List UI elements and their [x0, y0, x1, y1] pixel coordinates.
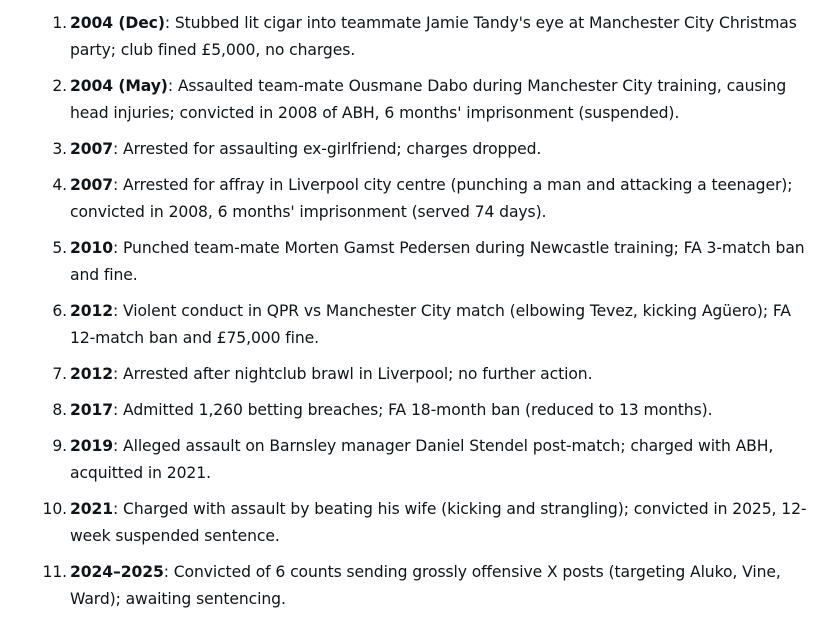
list-item — [0, 397, 835, 424]
item-year: 2019 — [70, 437, 114, 455]
item-number: 2. — [52, 77, 67, 95]
item-text: : Convicted of 6 counts sending grossly offensive X posts (targeting Aluko, Vine, Ward); awaiting sentencing. — [70, 563, 781, 608]
item-year: 2004 (May) — [70, 77, 168, 95]
item-text: : Admitted 1,260 betting breaches; FA 18-month ban (reduced to 13 months). — [113, 401, 713, 419]
list-item — [0, 361, 835, 388]
item-number: 10. — [42, 500, 67, 518]
list-item — [0, 298, 835, 352]
item-text: : Punched team-mate Morten Gamst Pedersen during Newcastle training; FA 3-match ban and fine. — [70, 239, 805, 284]
item-text: : Arrested for assaulting ex-girlfriend; charges dropped. — [113, 140, 542, 158]
item-number: 6. — [52, 302, 67, 320]
item-number: 1. — [52, 14, 67, 32]
item-year: 2007 — [70, 176, 114, 194]
item-text: : Violent conduct in QPR vs Manchester City match (elbowing Tevez, kicking Agüero); FA 12-match ban and £75,000 fine. — [70, 302, 791, 347]
list-item — [0, 235, 835, 289]
item-number: 5. — [52, 239, 67, 257]
item-text: : Alleged assault on Barnsley manager Daniel Stendel post-match; charged with ABH, acquitted in 2021. — [70, 437, 774, 482]
item-text: : Charged with assault by beating his wife (kicking and strangling); convicted in 2025, 12-week suspended sentence. — [70, 500, 807, 545]
list-item — [0, 136, 835, 163]
item-year: 2004 (Dec) — [70, 14, 165, 32]
item-number: 7. — [52, 365, 67, 383]
item-text: : Arrested for affray in Liverpool city centre (punching a man and attacking a teenager); convicted in 2008, 6 months' imprisonment (served 74 days). — [70, 176, 793, 221]
item-year: 2012 — [70, 302, 114, 320]
item-text: : Arrested after nightclub brawl in Liverpool; no further action. — [113, 365, 593, 383]
item-number: 9. — [52, 437, 67, 455]
item-year: 2017 — [70, 401, 114, 419]
item-number: 8. — [52, 401, 67, 419]
item-year: 2024–2025 — [70, 563, 164, 581]
item-number: 4. — [52, 176, 67, 194]
item-year: 2010 — [70, 239, 114, 257]
list-item — [0, 10, 835, 64]
item-year: 2021 — [70, 500, 114, 518]
item-number: 11. — [42, 563, 67, 581]
list-item — [0, 559, 835, 613]
list-item — [0, 496, 835, 550]
list-item — [0, 433, 835, 487]
item-number: 3. — [52, 140, 67, 158]
item-year: 2007 — [70, 140, 114, 158]
list-item — [0, 73, 835, 127]
item-year: 2012 — [70, 365, 114, 383]
list-item — [0, 172, 835, 226]
item-text: : Assaulted team-mate Ousmane Dabo during Manchester City training, causing head injuries; convicted in 2008 of ABH, 6 months' imprisonment (suspended). — [70, 77, 787, 122]
item-text: : Stubbed lit cigar into teammate Jamie Tandy's eye at Manchester City Christmas party; club fined £5,000, no charges. — [70, 14, 797, 59]
